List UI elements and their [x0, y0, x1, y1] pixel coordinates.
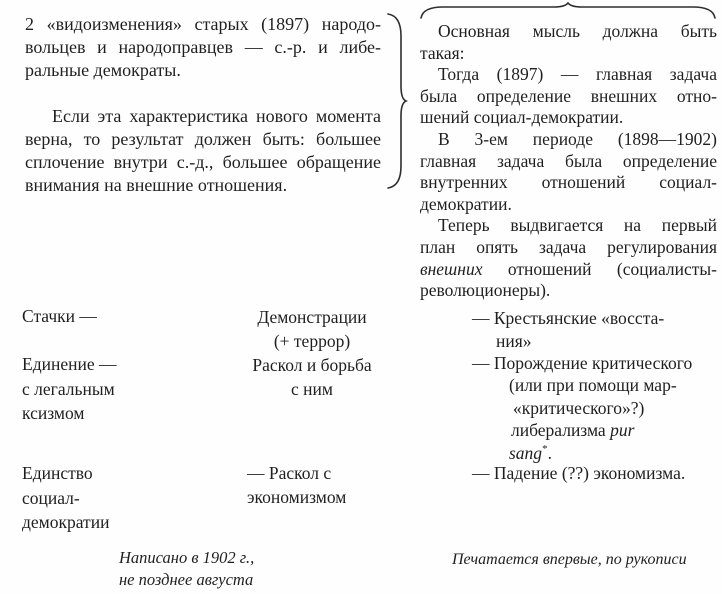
col2-line: экономизмом — [247, 487, 347, 507]
col1-line: социал- — [22, 487, 80, 508]
col2-line: Раскол и борьба — [252, 355, 372, 375]
main-thesis-line: шений социал-демократии. — [420, 107, 624, 128]
written-note-line: не позднее августа — [119, 570, 254, 589]
main-thesis-line: план опять задача регулирования — [420, 236, 717, 257]
col3-row-critical-liberalism — [472, 352, 722, 464]
col3-line: — Крестьянские «восста- — [472, 308, 665, 328]
line-text: отношений (социалисты- — [482, 258, 717, 279]
col2-row-demonstrations — [237, 306, 387, 353]
italic-word: внешних — [420, 258, 483, 279]
col1-line: Единение — — [22, 354, 117, 374]
col1-row-strikes: Стачки — — [22, 306, 97, 326]
left-note-line: Если эта характеристика нового момента — [52, 106, 381, 126]
main-thesis-line: Тогда (1897) — главная задача — [438, 64, 717, 85]
italic-word: pur — [610, 420, 635, 441]
paragraph-gap — [25, 82, 381, 105]
line-text: либерализма — [511, 420, 611, 441]
main-thesis-line: такая: — [420, 42, 465, 63]
main-thesis-line: Основная мысль должна быть — [438, 21, 717, 41]
col2-line: с ним — [291, 379, 333, 399]
published-note: Печатается впервые, по рукописи — [452, 551, 687, 568]
col3-line: (или при помощи мар- — [509, 375, 677, 396]
written-note-line: Написано в 1902 г., — [119, 548, 255, 567]
col1-line: ксизмом — [22, 403, 85, 423]
main-thesis-line: внутренних отношений социал- — [420, 172, 717, 193]
col3-line: — Порождение критического — [472, 353, 693, 373]
col2-line: — Раскол с — [247, 463, 332, 483]
col2-row-split-economism — [247, 461, 346, 509]
left-note-line: 2 «видоизменения» старых (1897) народо- — [25, 14, 381, 34]
col2-line: Демонстрации — [257, 307, 367, 327]
col3-line: «критического»?) — [513, 397, 645, 418]
main-thesis-block — [420, 21, 717, 302]
col3-row-peasant-uprisings — [472, 307, 717, 352]
footnote-asterisk: * — [542, 442, 548, 455]
left-note-line: вольцев и народоправцев — с.-р. и либе- — [25, 37, 381, 57]
left-note-block — [25, 13, 381, 197]
left-note-line: ральные демократы. — [25, 60, 181, 80]
col3-row-fall-of-economism: — Падение (??) экономизма. — [472, 463, 686, 483]
main-thesis-line: демократии. — [420, 193, 512, 214]
col3-line — [472, 442, 722, 464]
italic-word: sang — [509, 442, 543, 463]
line-text: . — [547, 442, 552, 463]
col1-row-sd-unity — [22, 461, 109, 535]
col2-row-split-struggle — [237, 353, 387, 401]
main-thesis-line: была определение внешних отно- — [420, 85, 717, 106]
written-note — [119, 547, 254, 591]
curly-brace-top-icon — [419, 2, 717, 19]
left-note-line: сплочение внутри с.-д., большее обращение — [25, 152, 381, 172]
main-thesis-line: революционеры). — [420, 280, 551, 301]
main-thesis-line: В 3-ем периоде (1898—1902) — [438, 128, 717, 149]
left-note-line: внимания на внешние отношения. — [25, 175, 288, 195]
main-thesis-line — [420, 259, 717, 281]
left-note-line: верна, то результат должен быть: большее — [25, 129, 381, 149]
col2-line: (+ террор) — [273, 330, 351, 351]
col1-line: демократии — [22, 512, 110, 532]
col1-row-unity-legal — [22, 352, 116, 426]
main-thesis-line: главная задача была определение — [420, 150, 717, 171]
col3-line — [472, 419, 722, 441]
curly-brace-right-icon — [384, 12, 408, 192]
main-thesis-line: Теперь выдвигается на первый — [438, 215, 717, 236]
col1-line: Единство — [22, 463, 93, 483]
col1-line: с легальным — [22, 378, 115, 399]
col3-line: ния» — [496, 330, 532, 351]
